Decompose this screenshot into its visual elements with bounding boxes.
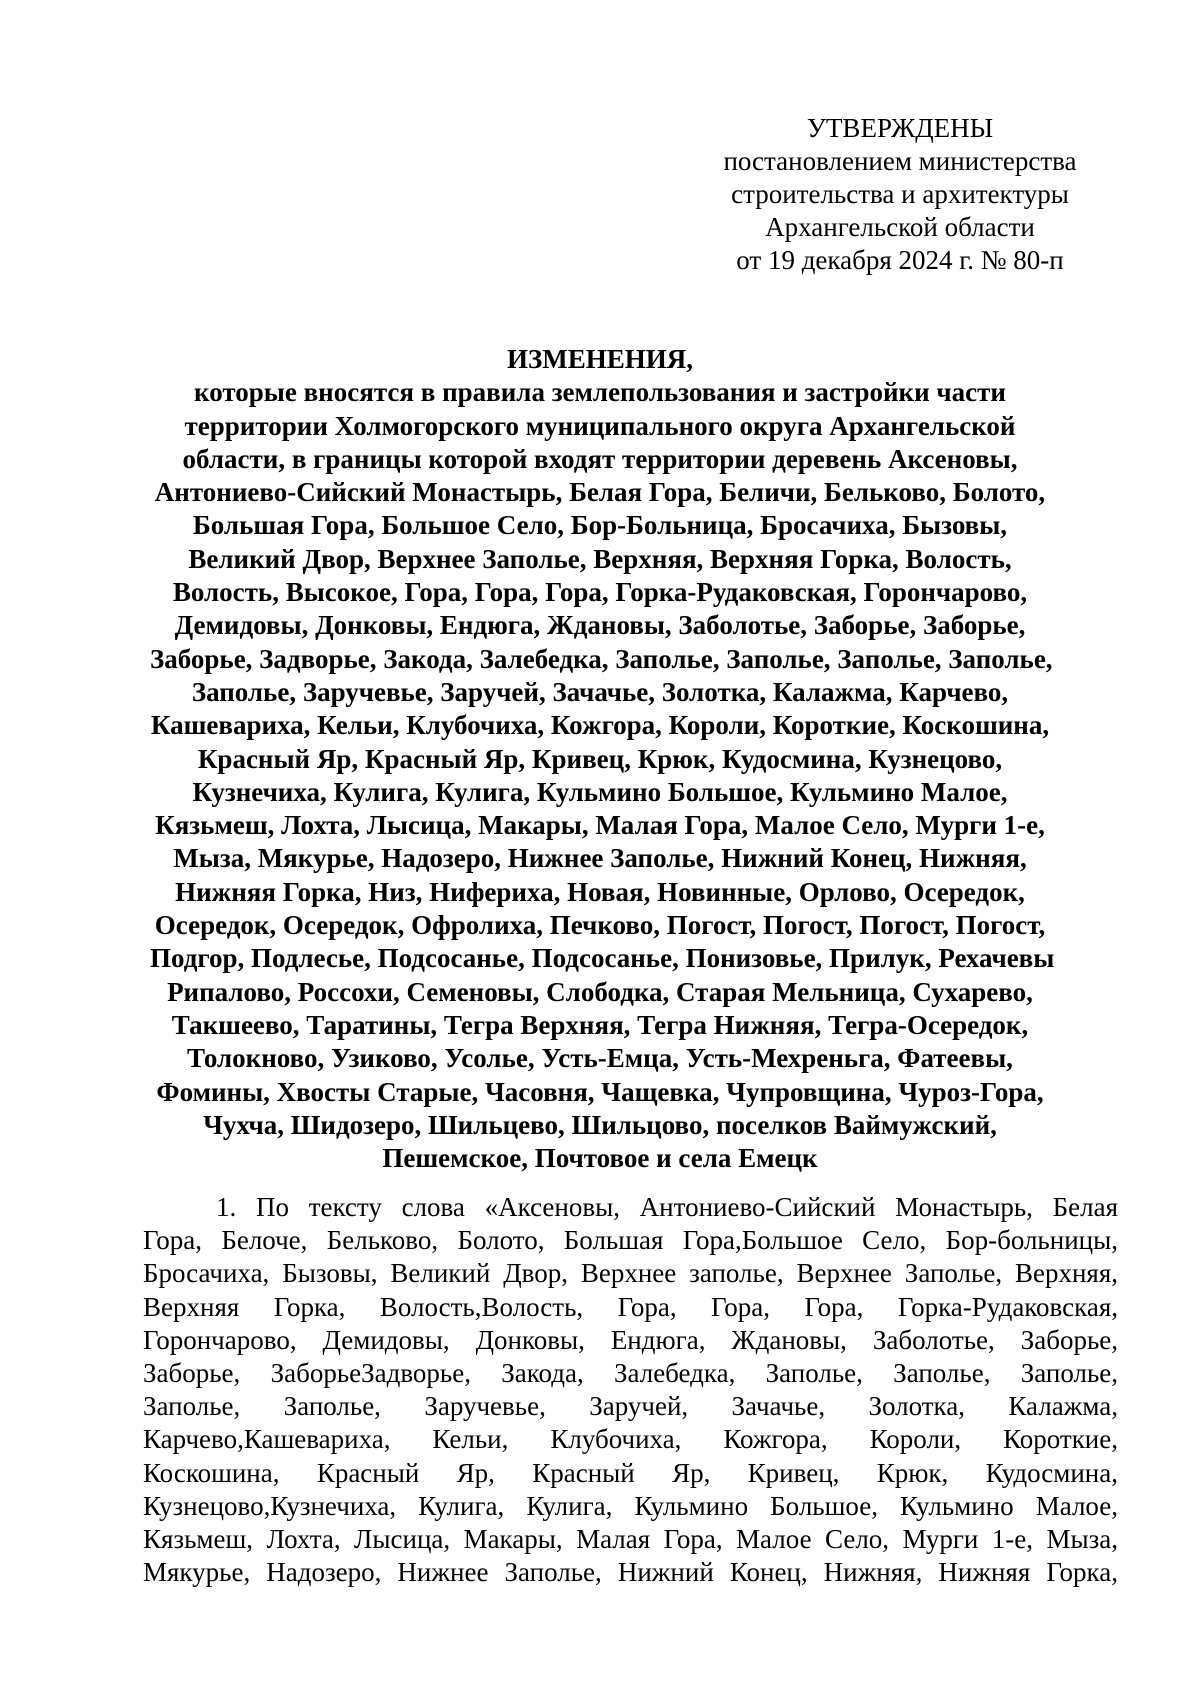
title-line: Красный Яр, Красный Яр, Кривец, Крюк, Кудосмина, Кузнецово,	[197, 743, 1003, 774]
paragraph-line: Бросачиха, Бызовы, Великий Двор, Верхнее заполье, Верхнее Заполье, Верхняя,	[143, 1258, 1118, 1289]
title-line: Нижняя Горка, Низ, Нифериха, Новая, Новинные, Орлово, Осередок,	[175, 876, 1025, 907]
title-line: Подгор, Подлесье, Подсосанье, Подсосанье, Понизовье, Прилук, Рехачевы	[150, 943, 1055, 974]
title-line: которые вносятся в правила землепользования и застройки части	[194, 377, 1006, 408]
title-line: области, в границы которой входят территории деревень Аксеновы,	[182, 443, 1018, 474]
title-line: Чухча, Шидозеро, Шильцево, Шильцово, поселков Ваймужский,	[203, 1109, 997, 1140]
paragraph-line: Горончарово, Демидовы, Донковы, Ендюга, Ждановы, Заболотье, Заборье,	[143, 1324, 1118, 1355]
document-title	[150, 343, 1055, 1175]
paragraph-line: Гора, Белоче, Бельково, Болото, Большая Гора,Большое Село, Бор-больницы,	[143, 1225, 1118, 1256]
approval-line: постановлением министерства	[723, 146, 1077, 176]
title-line: Толокново, Узиково, Усолье, Усть-Емца, Усть-Мехреньга, Фатеевы,	[187, 1043, 1013, 1074]
paragraph-line: Кязьмеш, Лохта, Лысица, Макары, Малая Гора, Малое Село, Мурги 1-е, Мыза,	[143, 1524, 1118, 1555]
paragraph-line: Коскошина, Красный Яр, Красный Яр, Кривец, Крюк, Кудосмина,	[143, 1457, 1118, 1488]
paragraph-line: Верхняя Горка, Волость,Волость, Гора, Гора, Гора, Горка-Рудаковская,	[143, 1291, 1118, 1322]
title-line: Кязьмеш, Лохта, Лысица, Макары, Малая Гора, Малое Село, Мурги 1-е,	[155, 810, 1045, 841]
title-line: Кашевариха, Кельи, Клубочиха, Кожгора, Короли, Короткие, Коскошина,	[150, 710, 1050, 741]
title-line: Волость, Высокое, Гора, Гора, Гора, Горка-Рудаковская, Горончарово,	[172, 577, 1028, 608]
paragraph-line: Кузнецово,Кузнечиха, Кулига, Кулига, Кульмино Большое, Кульмино Малое,	[143, 1490, 1118, 1521]
approval-line: строительства и архитектуры	[731, 179, 1069, 209]
title-line: Заполье, Заручевье, Заручей, Зачачье, Золотка, Калажма, Карчево,	[191, 676, 1009, 707]
title-line: Великий Двор, Верхнее Заполье, Верхняя, Верхняя Горка, Волость,	[188, 543, 1012, 574]
body-paragraph-1	[143, 1191, 1118, 1589]
approval-heading: УТВЕРЖДЕНЫ	[806, 113, 994, 143]
title-line: Мыза, Мякурье, Надозеро, Нижнее Заполье, Нижний Конец, Нижняя,	[173, 843, 1027, 874]
title-line: Фомины, Хвосты Старые, Часовня, Чащевка, Чупровщина, Чуроз-Гора,	[156, 1076, 1044, 1107]
paragraph-line: Заборье, ЗаборьеЗадворье, Закода, Залебедка, Заполье, Заполье, Заполье,	[143, 1358, 1118, 1389]
title-line: территории Холмогорского муниципального округа Архангельской	[184, 410, 1016, 441]
paragraph-line: 1. По тексту слова «Аксеновы, Антониево-Сийский Монастырь, Белая	[216, 1192, 1118, 1222]
title-line: Заборье, Задворье, Закода, Залебедка, Заполье, Заполье, Заполье, Заполье,	[150, 643, 1053, 674]
paragraph-line: Мякурье, Надозеро, Нижнее Заполье, Нижний Конец, Нижняя, Нижняя Горка,	[143, 1557, 1118, 1588]
title-line: Рипалово, Россохи, Семеновы, Слободка, Старая Мельница, Сухарево,	[167, 976, 1033, 1007]
title-line: Антониево-Сийский Монастырь, Белая Гора, Беличи, Бельково, Болото,	[154, 477, 1046, 508]
approval-block	[700, 112, 1100, 277]
approval-line: Архангельской области	[765, 212, 1035, 242]
title-heading: ИЗМЕНЕНИЯ,	[506, 344, 693, 374]
paragraph-line: Заполье, Заполье, Заручевье, Заручей, Зачачье, Золотка, Калажма,	[143, 1391, 1118, 1422]
title-line: Демидовы, Донковы, Ендюга, Ждановы, Заболотье, Заборье, Заборье,	[174, 610, 1026, 641]
title-line: Большая Гора, Большое Село, Бор-Больница, Бросачиха, Бызовы,	[192, 510, 1008, 541]
approval-date-number: от 19 декабря 2024 г. № 80-п	[736, 245, 1064, 275]
title-line: Кузнечиха, Кулига, Кулига, Кульмино Большое, Кульмино Малое,	[192, 776, 1008, 807]
title-line: Пешемское, Почтовое и села Емецк	[382, 1143, 818, 1174]
paragraph-line: Карчево,Кашевариха, Кельи, Клубочиха, Кожгора, Короли, Короткие,	[143, 1424, 1118, 1455]
title-line: Такшеево, Таратины, Тегра Верхняя, Тегра Нижняя, Тегра-Осередок,	[171, 1009, 1029, 1040]
title-line: Осередок, Осередок, Офролиха, Печково, Погост, Погост, Погост, Погост,	[154, 910, 1046, 941]
